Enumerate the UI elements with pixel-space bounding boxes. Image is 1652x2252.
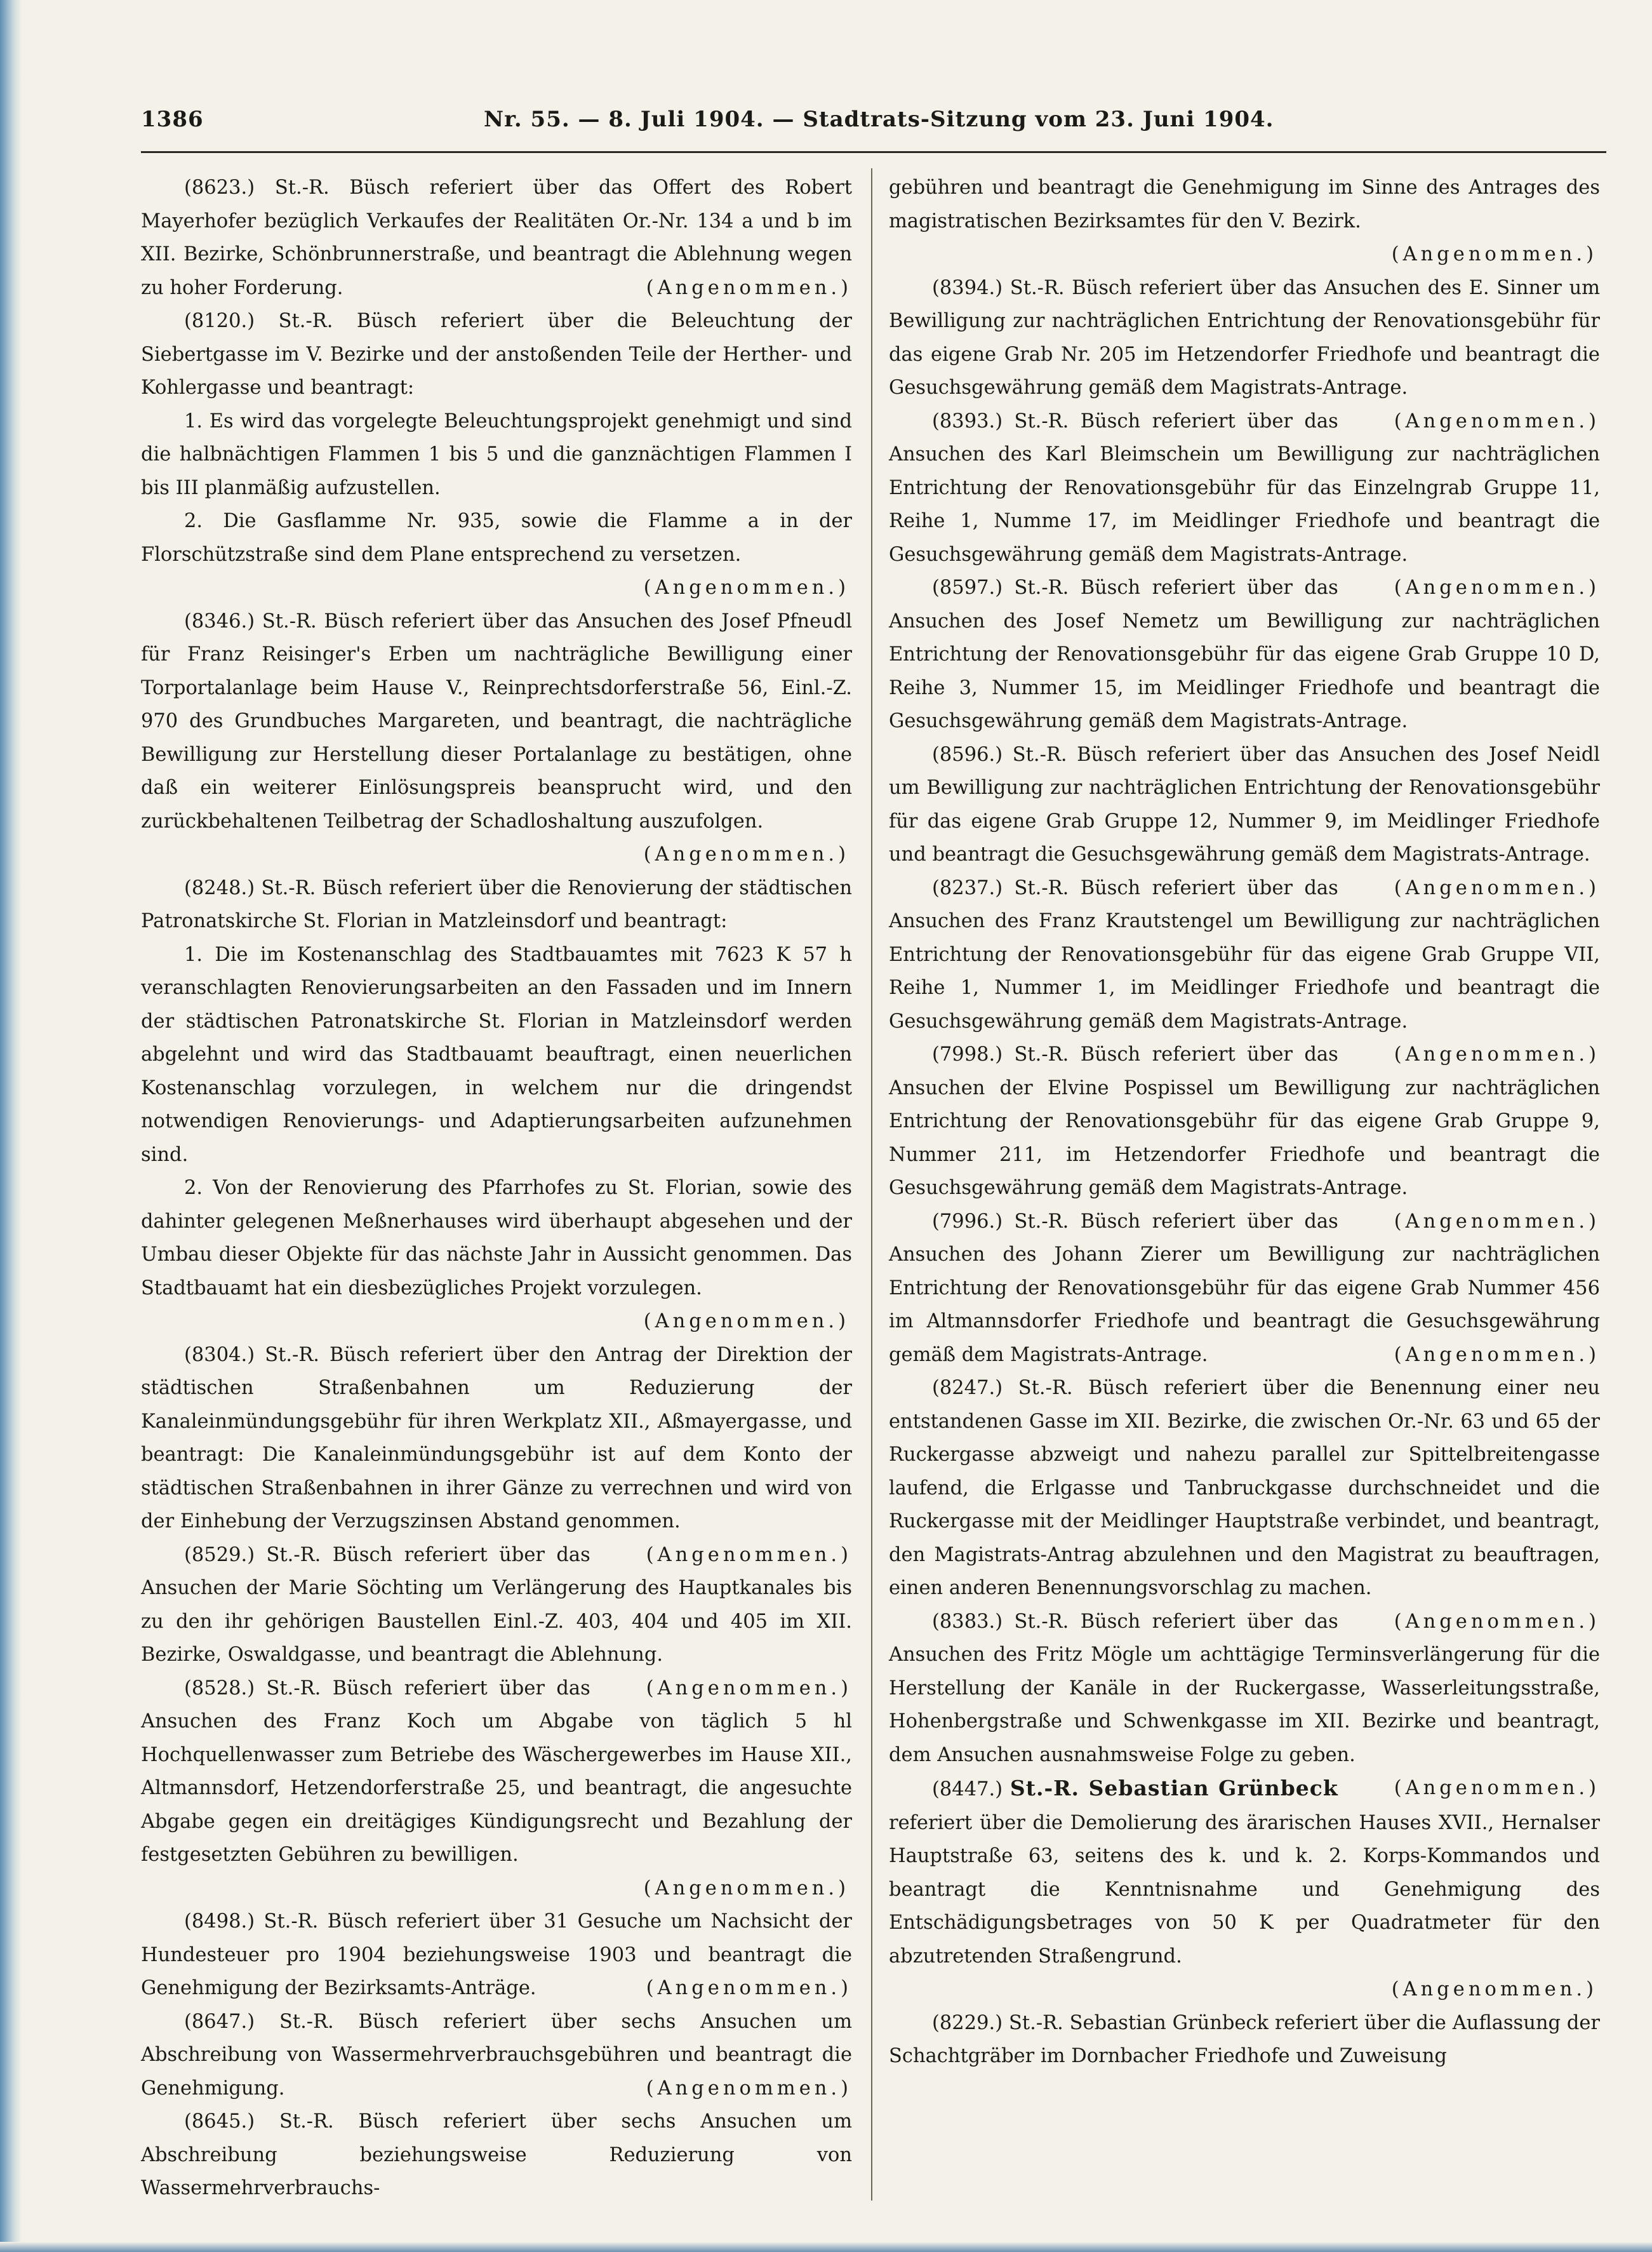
entry-8645: (8645.) St.-R. Büsch referiert über sechs Ansuchen um Abschreibung beziehungsweise Reduzierung von Wassermehrverbrauchs- [141, 2110, 852, 2199]
accepted-mark: (Angenommen.) [1394, 1210, 1600, 1233]
page-header [141, 107, 1284, 145]
accepted-mark: (Angenommen.) [1394, 577, 1600, 599]
entry-8447: (8447.) St.-R. Sebastian Grünbeck referiert über die Demolierung des ärarischen Hauses XVII., Hernalser Hauptstraße 63, seitens des k. und k. 2. Korps-Kommandos und beantragt die Kenntnisnahme und Genehmigung des Entschädigungsbetrages von 50 K per Quadratmeter für den abzutretenden Straßengrund. [889, 1776, 1600, 1967]
entry-8237: (8237.) St.-R. Büsch referiert über das Ansuchen des Franz Krautstengel um Bewilligung zur nachträglichen Entrichtung der Renovationsgebühr für das eigene Grab Gruppe VII, Reihe 1, Nummer 1, im Meidlinger Friedhofe und beantragt die Gesuchsgewährung gemäß dem Magistrats-Antrage. (Angenommen.) [889, 872, 1600, 1039]
entry-8229: (8229.) St.-R. Sebastian Grünbeck referiert über die Auflassung der Schachtgräber im Dornbacher Friedhofe und Zuweisung [889, 2011, 1601, 2067]
accepted-mark: (Angenommen.) [1394, 1043, 1600, 1066]
entry-8498: (8498.) St.-R. Büsch referiert über 31 Gesuche um Nachsicht der Hundesteuer pro 1904 beziehungsweise 1903 und beantragt die Genehmigung der Bezirksamts-Anträge. (Angenommen.) [141, 1905, 852, 2006]
entry-8528: (8528.) St.-R. Büsch referiert über das Ansuchen des Franz Koch um Abgabe von täglich 5 hl Hochquellenwasser zum Betriebe des Wäschergewerbes im Hause XII., Altmannsdorf, Hetzendorferstraße 25, und beantragt, die angesuchte Abgabe gegen ein dreitägiges Kündigungsrecht und Bezahlung der festgesetzten Gebühren zu bewilligen. [141, 1677, 852, 1866]
accepted-mark: (Angenommen.) [646, 1543, 852, 1566]
entry-8597: (8597.) St.-R. Büsch referiert über das Ansuchen des Josef Nemetz um Bewilligung zur nachträglichen Entrichtung der Renovationsgebühr für das eigene Grab Gruppe 10 D, Reihe 3, Nummer 15, im Meidlinger Friedhofe und beantragt die Gesuchsgewährung gemäß dem Magistrats-Antrage. [889, 577, 1600, 732]
running-head: Nr. 55. — 8. Juli 1904. — Stadtrats-Sitzung vom 23. Juni 1904. [484, 107, 1274, 132]
entry-8248: (8248.) St.-R. Büsch referiert über die Renovierung der städtischen Patronatskirche St. Florian in Matzleinsdorf und beantragt: [141, 876, 852, 932]
column-divider [871, 168, 872, 2201]
entry-8529: (8529.) St.-R. Büsch referiert über das Ansuchen der Marie Söchting um Verlängerung des Hauptkanales bis zu den ihr gehörigen Baustellen Einl.-Z. 403, 404 und 405 im XII. Bezirke, Oswaldgasse, und beantragt die Ablehnung. (Angenommen.) [141, 1539, 852, 1672]
entry-8394: (8394.) St.-R. Büsch referiert über das Ansuchen des E. Sinner um Bewilligung zur nachträglichen Entrichtung der Renovationsgebühr für das eigene Grab Nr. 205 im Hetzendorfer Friedhofe und beantragt die Gesuchsgewährung gemäß dem Magistrats-Antrage. (Angenommen.) [889, 272, 1600, 405]
entry-8383: (8383.) St.-R. Büsch referiert über das Ansuchen des Fritz Mögle um achttägige Terminsverlängerung für die Herstellung der Kanäle in der Ruckergasse, Wasserleitungsstraße, Hohenbergstraße und Schwenkgasse im XII. Bezirke und beantragt, dem Ansuchen ausnahmsweise Folge zu geben. (Angenommen.) [889, 1605, 1600, 1773]
accepted-mark: (Angenommen.) [1391, 1978, 1597, 2001]
accepted-mark: (Angenommen.) [643, 577, 849, 599]
accepted-mark: (Angenommen.) [643, 843, 849, 866]
accepted-mark: (Angenommen.) [1394, 1777, 1600, 1799]
accepted-mark: (Angenommen.) [1394, 876, 1600, 899]
right-column [889, 171, 1600, 2074]
accepted-mark: (Angenommen.) [1394, 1343, 1600, 1366]
scan-edge-left [0, 0, 22, 2252]
entry-7998: (7998.) St.-R. Büsch referiert über das Ansuchen der Elvine Pospissel um Bewilligung zur nachträglichen Entrichtung der Renovationsgebühr für das eigene Grab Gruppe 9, Nummer 211, im Hetzendorfer Friedhofe und beantragt die Gesuchsgewährung gemäß dem Magistrats-Antrage. (Angenommen.) [889, 1038, 1600, 1205]
accepted-mark: (Angenommen.) [646, 276, 852, 299]
entry-8248-item-2: 2. Von der Renovierung des Pfarrhofes zu St. Florian, sowie des dahinter gelegenen Meßnerhauses wird überhaupt abgesehen und der Umbau dieser Objekte für das nächste Jahr in Aussicht genommen. Das Stadtbauamt hat ein diesbezügliches Projekt vorzulegen. [141, 1177, 852, 1299]
accepted-mark: (Angenommen.) [646, 1977, 852, 1999]
entry-8248-item-1: 1. Die im Kostenanschlag des Stadtbauamtes mit 7623 K 57 h veranschlagten Renovierungsarbeiten an den Fassaden und im Innern der städtischen Patronatskirche St. Florian in Matzleinsdorf werden abgelehnt und wird das Stadtbauamt beauftragt, einen neuerlichen Kostenanschlag vorzulegen, in welchem nur die dringendst notwendigen Renovierungs- und Adaptierungsarbeiten aufzunehmen sind. [141, 943, 852, 1166]
accepted-mark: (Angenommen.) [1391, 243, 1597, 265]
accepted-mark: (Angenommen.) [646, 1677, 852, 1699]
entry-8623: (8623.) St.-R. Büsch referiert über das Offert des Robert Mayerhofer bezüglich Verkaufes der Realitäten Or.-Nr. 134 a und b im XII. Bezirke, Schönbrunnerstraße, und beantragt die Ablehnung wegen zu hoher Forderung. (Angenommen.) [141, 171, 852, 305]
entry-7996: (7996.) St.-R. Büsch referiert über das Ansuchen des Johann Zierer um Bewilligung zur nachträglichen Entrichtung der Renovationsgebühr für das eigene Grab Nummer 456 im Altmannsdorfer Friedhofe und beantragt die Gesuchsgewährung gemäß dem Magistrats-Antrage. (Angenommen.) [889, 1205, 1600, 1372]
accepted-mark: (Angenommen.) [643, 1310, 849, 1332]
header-rule [141, 151, 1606, 153]
entry-8304: (8304.) St.-R. Büsch referiert über den Antrag der Direktion der städtischen Straßenbahnen um Reduzierung der Kanaleinmündungsgebühr für ihren Werkplatz XII., Aßmayergasse, und beantragt: Die Kanaleinmündungsgebühr ist auf dem Konto der städtischen Straßenbahnen in ihrer Gänze zu verrechnen und wird von der Einhebung der Verzugszinsen Abstand genommen. (Angenommen.) [141, 1339, 852, 1539]
accepted-mark: (Angenommen.) [646, 2077, 852, 2100]
entry-8247: (8247.) St.-R. Büsch referiert über die Benennung einer neu entstandenen Gasse im XII. Bezirke, die zwischen Or.-Nr. 63 und 65 der Ruckergasse abzweigt und nahezu parallel zur Spittelbreitengasse laufend, die Erlgasse und Tanbruckgasse durchschneidet und die Ruckergasse mit der Meidlinger Hauptstraße verbindet, und beantragt, den Magistrats-Antrag abzulehnen und den Magistrat zu beauftragen, einen anderen Benennungsvorschlag zu machen. (Angenommen.) [889, 1372, 1600, 1605]
left-column [141, 171, 852, 2206]
entry-8647: (8647.) St.-R. Büsch referiert über sechs Ansuchen um Abschreibung von Wassermehrverbrauchsgebühren und beantragt die Genehmigung. (Angenommen.) [141, 2006, 852, 2106]
accepted-mark: (Angenommen.) [1394, 410, 1600, 432]
entry-8596: (8596.) St.-R. Büsch referiert über das Ansuchen des Josef Neidl um Bewilligung zur nachträglichen Entrichtung der Renovationsgebühr für das eigene Grab Gruppe 12, Nummer 9, im Meidlinger Friedhofe und beantragt die Gesuchsgewährung gemäß dem Magistrats-Antrage. (Angenommen.) [889, 739, 1600, 872]
page-number: 1386 [141, 107, 204, 132]
entry-8120: (8120.) St.-R. Büsch referiert über die Beleuchtung der Siebertgasse im V. Bezirke und der anstoßenden Teile der Herther- und Kohlergasse und beantragt: [141, 310, 852, 399]
entry-8393: (8393.) St.-R. Büsch referiert über das Ansuchen des Karl Bleimschein um Bewilligung zur nachträglichen Entrichtung der Renovationsgebühr für das Einzelngrab Gruppe 11, Reihe 1, Numme 17, im Meidlinger Friedhofe und beantragt die Gesuchsgewährung gemäß dem Magistrats-Antrage. (Angenommen.) [889, 405, 1600, 572]
entry-8120-item-2: 2. Die Gasflamme Nr. 935, sowie die Flamme a in der Florschützstraße sind dem Plane entsprechend zu versetzen. [141, 510, 852, 566]
accepted-mark: (Angenommen.) [1394, 1610, 1600, 1633]
entry-8645-continued: gebühren und beantragt die Genehmigung im Sinne des Antrages des magistratischen Bezirksamtes für den V. Bezirk. [889, 177, 1600, 232]
accepted-mark: (Angenommen.) [643, 1877, 849, 1900]
entry-8346: (8346.) St.-R. Büsch referiert über das Ansuchen des Josef Pfneudl für Franz Reisinger's Erben um nachträgliche Bewilligung einer Torportalanlage beim Hause V., Reinprechtsdorferstraße 56, Einl.-Z. 970 des Grundbuches Margareten, und beantragt, die nachträgliche Bewilligung zur Herstellung dieser Portalanlage zu bestätigen, ohne daß ein weiterer Einlösungspreis beansprucht wird, und den zurückbehaltenen Teilbetrag der Schadloshaltung auszufolgen. [141, 610, 852, 833]
speaker-name: St.-R. Sebastian Grünbeck [1009, 1776, 1338, 1800]
scan-edge-bottom [0, 2242, 1652, 2252]
entry-8120-item-1: 1. Es wird das vorgelegte Beleuchtungsprojekt genehmigt und sind die halbnächtigen Flammen 1 bis 5 und die ganznächtigen Flammen I bis III planmäßig aufzustellen. [141, 410, 852, 499]
